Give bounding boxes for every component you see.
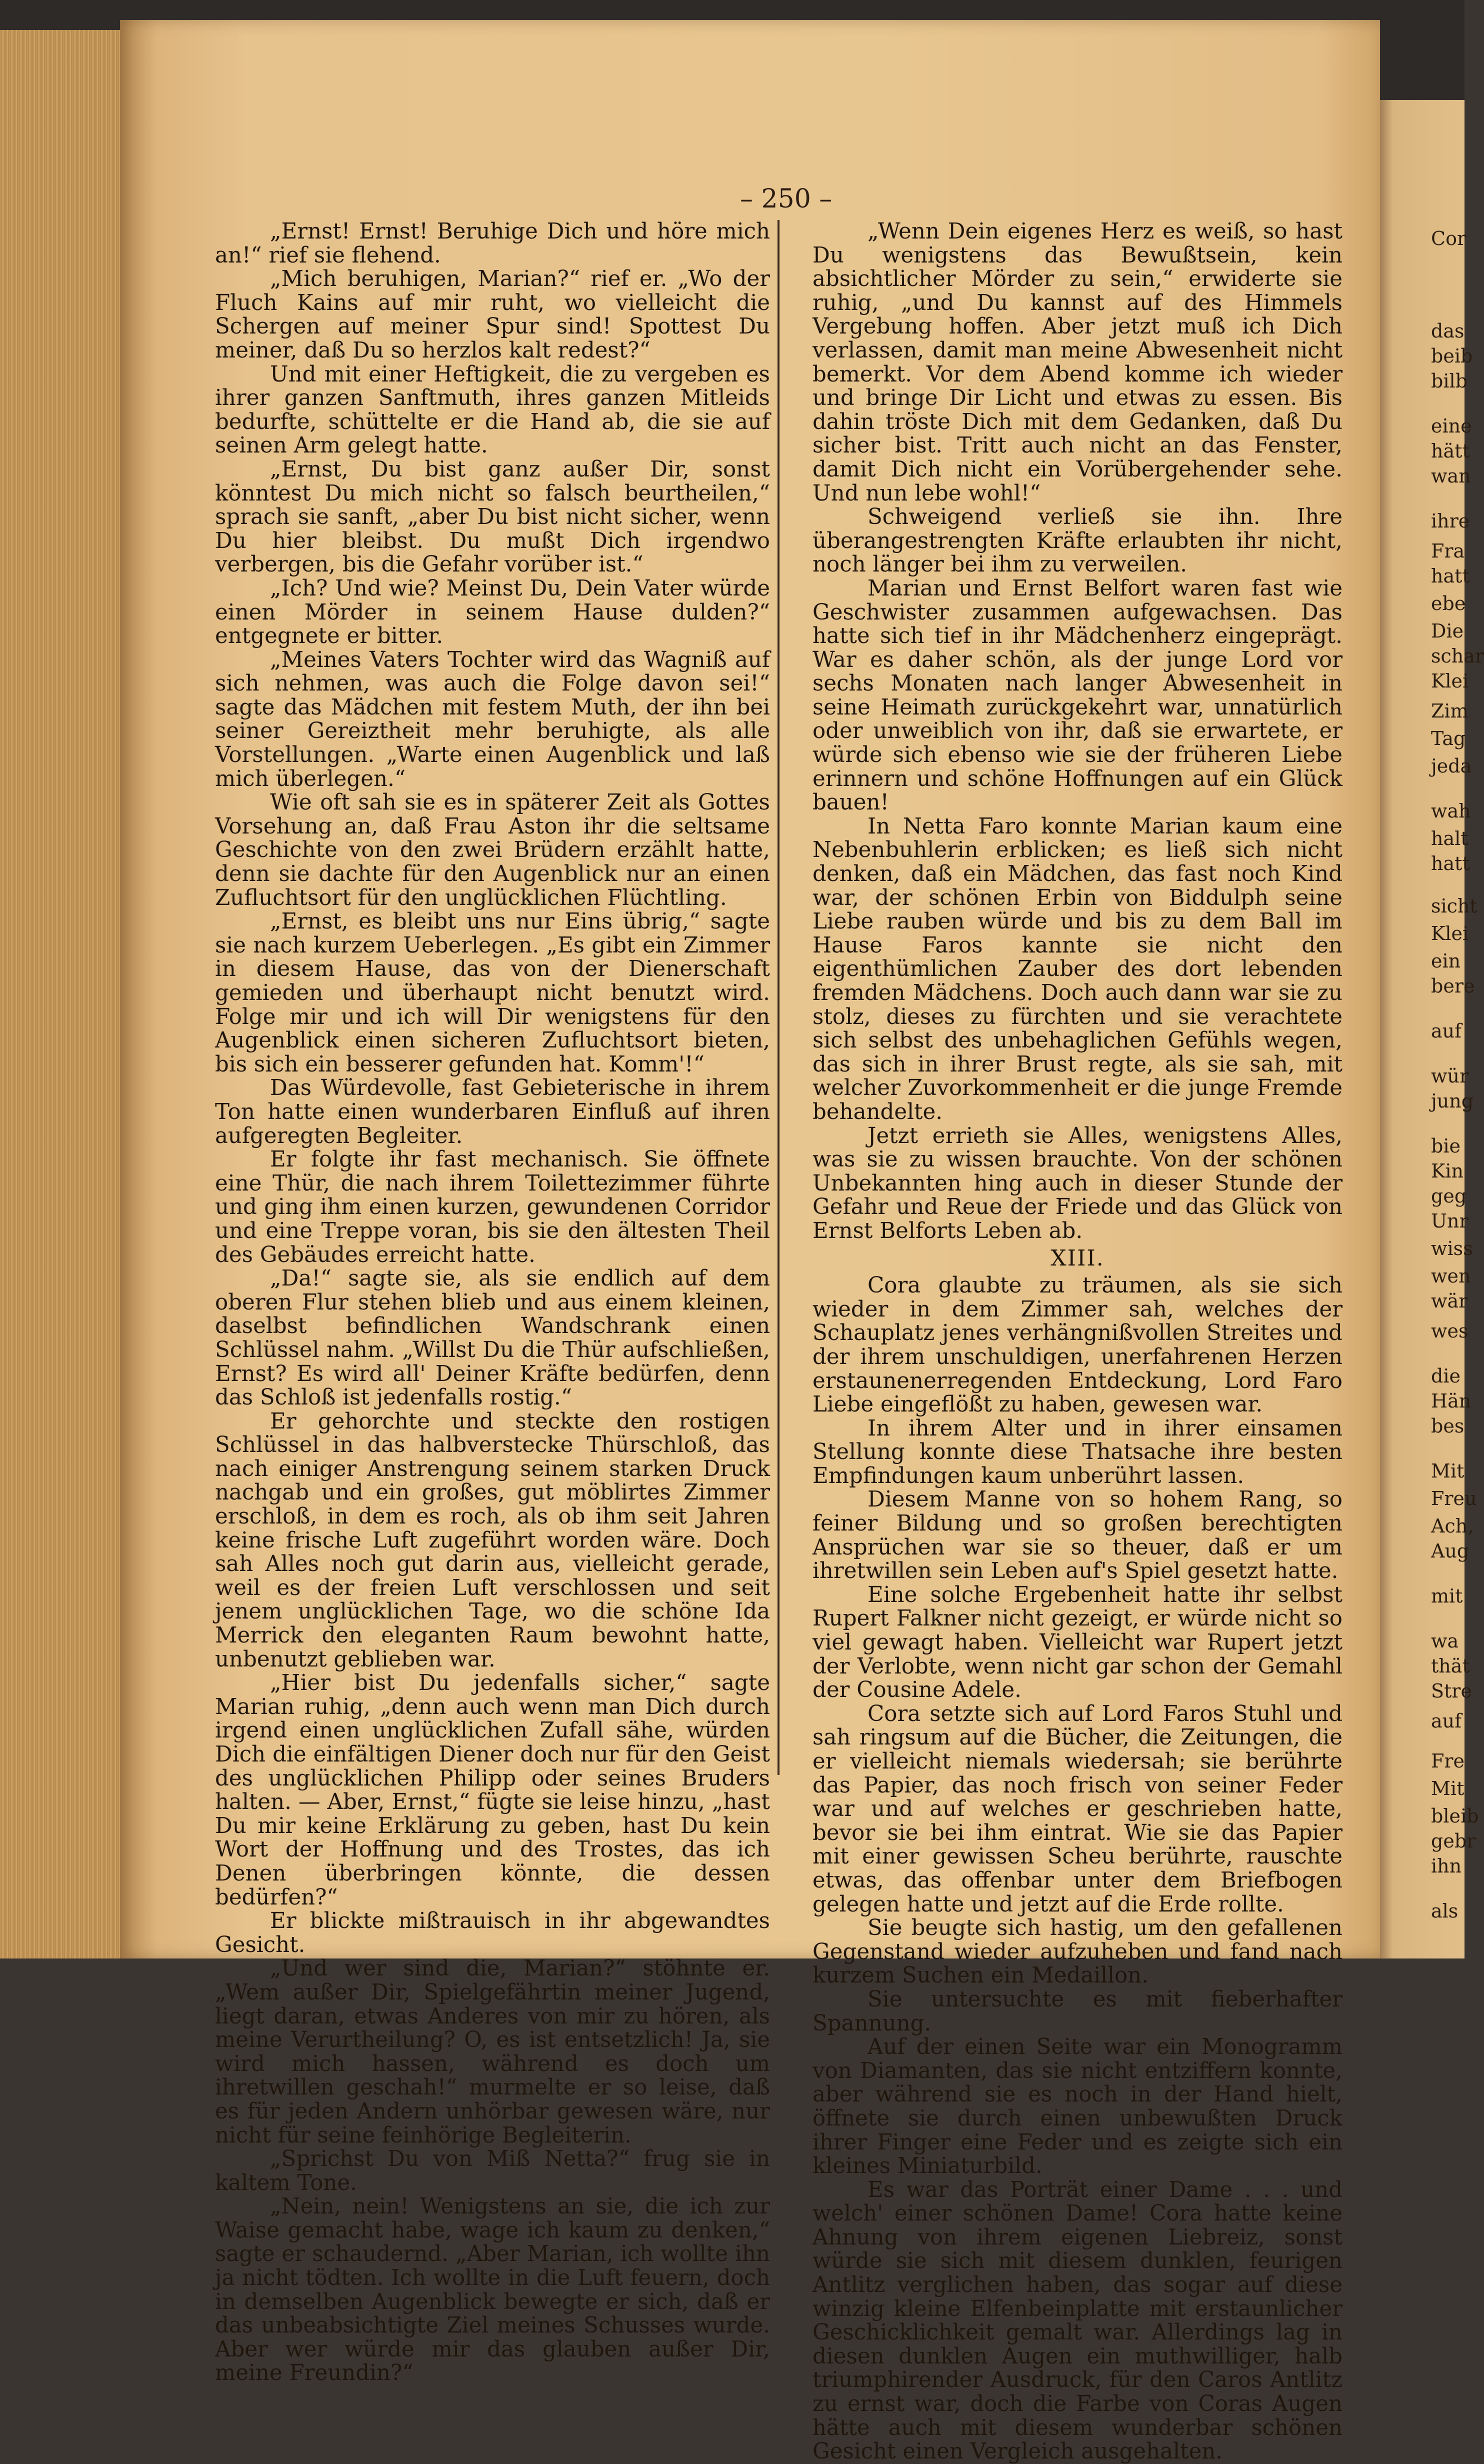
next-page-fragment: als bbox=[1431, 1900, 1458, 1922]
next-page-fragment: Stre bbox=[1431, 1680, 1472, 1702]
next-page-fragment: gebr bbox=[1431, 1830, 1476, 1852]
next-page-fragment: schar bbox=[1431, 645, 1484, 667]
next-page-fragment: wen bbox=[1431, 1265, 1471, 1287]
page-number: – 250 – bbox=[740, 184, 832, 214]
paragraph: „Nein, nein! Wenigstens an sie, die ich zur Waise gemacht habe, wage ich kaum zu denken,“ sagte er schaudernd. „Aber Marian, ich wollte ihn ja nicht tödten. Ich wollte in die Luft feuern, doch in demselben Augenblick bewegte er sich, daß er das unbeabsichtigte Ziel meines Schusses wurde. Aber wer würde mir das glauben außer Dir, meine Freundin?“ bbox=[215, 2194, 770, 2386]
next-page-fragment: halt bbox=[1431, 828, 1468, 850]
next-page-fragment: wan bbox=[1431, 465, 1471, 487]
next-page-fragment: wa bbox=[1431, 1630, 1459, 1652]
next-page-fragment: Mit bbox=[1431, 1460, 1464, 1482]
next-page-fragment: thät bbox=[1431, 1655, 1470, 1677]
paragraph: Wie oft sah sie es in späterer Zeit als Gottes Vorsehung an, daß Frau Aston ihr die seltsame Geschichte von den zwei Brüdern erzählt hatte, denn sie dachte für den Augenblick nur an einen Zufluchtsort für den unglücklichen Flüchtling. bbox=[215, 790, 770, 910]
paragraph: „Und wer sind die, Marian?“ stöhnte er. „Wem außer Dir, Spielgefährtin meiner Jugend, liegt daran, etwas Anderes von mir zu hören, als meine Verurtheilung? O, es ist entsetzlich! Ja, sie wird mich hassen, während es doch um ihretwillen geschah!“ murmelte er so leise, daß es für jeden Andern unhörbar gewesen wäre, nur nicht für seine feinhörige Begleiterin. bbox=[215, 1956, 770, 2148]
next-page-fragment: Hän bbox=[1431, 1390, 1472, 1412]
next-page-fragment: auf bbox=[1431, 1710, 1462, 1732]
paragraph: „Mich beruhigen, Marian?“ rief er. „Wo der Fluch Kains auf mir ruht, wo vielleicht die Schergen auf meiner Spur sind! Spottest Du meiner, daß Du so herzlos kalt redest?“ bbox=[215, 266, 770, 363]
paragraph: „Ernst! Ernst! Beruhige Dich und höre mich an!“ rief sie flehend. bbox=[215, 219, 770, 268]
paragraph: In Netta Faro konnte Marian kaum eine Nebenbuhlerin erblicken; es ließ sich nicht denken, daß ein Mädchen, das fast noch Kind war, der schönen Erbin von Biddulph seine Liebe rauben würde und bis zu dem Ball im Hause Faros kannte sie nicht den eigenthümlichen Zauber des dort lebenden fremden Mädchens. Doch auch dann war sie zu stolz, dieses zu fürchten und sie verachtete sich selbst des unbehaglichen Gefühls wegen, das sich in ihrer Brust regte, als sie sah, mit welcher Zuvorkommenheit er die junge Fremde behandelte. bbox=[812, 814, 1342, 1124]
paragraph: Marian und Ernst Belfort waren fast wie Geschwister zusammen aufgewachsen. Das hatte sich tief in ihr Mädchenherz eingeprägt. War es daher schön, als der junge Lord vor sechs Monaten nach langer Abwesenheit in seine Heimath zurückgekehrt war, unnatürlich oder unweiblich von ihr, daß sie erwartete, er würde sich ebenso wie sie der früheren Liebe erinnern und schöne Hoffnungen auf ein Glück bauen! bbox=[812, 576, 1342, 816]
next-page-fragment: wür bbox=[1431, 1065, 1469, 1087]
next-page-fragment: Fra bbox=[1431, 540, 1465, 562]
left-column bbox=[215, 220, 770, 2386]
right-column-part1 bbox=[812, 220, 1342, 1244]
next-page-fragment: bes bbox=[1431, 1415, 1464, 1437]
next-page-fragment: wär bbox=[1431, 1290, 1468, 1312]
next-page-fragment: Aug bbox=[1431, 1540, 1470, 1562]
chapter-heading: XIII. bbox=[1050, 1245, 1104, 1271]
next-page-fragment: jung bbox=[1431, 1090, 1474, 1112]
next-page-fragment: Freu bbox=[1431, 1488, 1477, 1510]
next-page-fragment: Klei bbox=[1431, 670, 1469, 692]
paragraph: Cora setzte sich auf Lord Faros Stuhl und sah ringsum auf die Bücher, die Zeitungen, die er vielleicht niemals wiedersah; sie berührte das Papier, das noch frisch von seiner Feder war und auf welches er geschrieben hatte, bevor sie bei ihm eintrat. Wie sie das Papier mit einer gewissen Scheu berührte, rauschte etwas, das offenbar unter dem Briefbogen gelegen hatte und jetzt auf die Erde rollte. bbox=[812, 1701, 1342, 1917]
paragraph: „Da!“ sagte sie, als sie endlich auf dem oberen Flur stehen blieb und aus einem kleinen, daselbst befindlichen Wandschrank einen Schlüssel nahm. „Willst Du die Thür aufschließen, Ernst? Es wird all' Deiner Kräfte bedürfen, denn das Schloß ist jedenfalls rostig.“ bbox=[215, 1266, 770, 1410]
next-page-fragment: wes bbox=[1431, 1320, 1468, 1342]
paragraph: „Ernst, es bleibt uns nur Eins übrig,“ sagte sie nach kurzem Ueberlegen. „Es gibt ein Zimmer in diesem Hause, das von der Dienerschaft gemieden und überhaupt nicht benutzt wird. Folge mir und ich will Dir wenigstens für den Augenblick einen sicheren Zufluchtsort bieten, bis sich ein besserer gefunden hat. Komm'!“ bbox=[215, 909, 770, 1077]
next-page-fragment: bere bbox=[1431, 975, 1475, 997]
paragraph: Schweigend verließ sie ihn. Ihre überangestrengten Kräfte erlaubten ihr nicht, noch länger bei ihm zu verweilen. bbox=[812, 504, 1342, 578]
paragraph: Sie beugte sich hastig, um den gefallenen Gegenstand wieder aufzuheben und fand nach kurzem Suchen ein Medaillon. bbox=[812, 1916, 1342, 1988]
next-page-fragment: ihre bbox=[1431, 510, 1470, 532]
next-page-fragment: Klei bbox=[1431, 922, 1469, 944]
paragraph: „Sprichst Du von Miß Netta?“ frug sie in kaltem Tone. bbox=[215, 2146, 770, 2196]
next-page-fragment: mit bbox=[1431, 1585, 1463, 1607]
paragraph: Das Würdevolle, fast Gebieterische in ihrem Ton hatte einen wunderbaren Einfluß auf ihren aufgeregten Begleiter. bbox=[215, 1076, 770, 1148]
next-page-fragment: hätt bbox=[1431, 440, 1470, 462]
next-page-fragment: hatt bbox=[1431, 565, 1470, 587]
paragraph: „Hier bist Du jedenfalls sicher,“ sagte Marian ruhig, „denn auch wenn man Dich durch irgend einen unglücklichen Zufall sähe, würden Dich die einfältigen Diener doch nur für den Geist des unglücklichen Philipp oder seines Bruders halten. — Aber, Ernst,“ fügte sie leise hinzu, „hast Du mir keine Erklärung zu geben, hast Du kein Wort der Hoffnung und des Trostes, das ich Denen überbringen könnte, die dessen bedürfen?“ bbox=[215, 1670, 770, 1910]
next-page-fragment: beib bbox=[1431, 345, 1473, 367]
next-page-fragment: die bbox=[1431, 1365, 1460, 1387]
paragraph: Auf der einen Seite war ein Monogramm von Diamanten, das sie nicht entziffern konnte, aber während sie es noch in der Hand hielt, öffnete sie durch einen unbewußten Druck ihrer Finger eine Feder und es zeigte sich ein kleines Miniaturbild. bbox=[812, 2034, 1342, 2179]
next-page-fragment: auf bbox=[1431, 1020, 1462, 1042]
next-page-fragment: ein bbox=[1431, 950, 1461, 972]
next-page-fragment: bie bbox=[1431, 1135, 1460, 1157]
paragraph: Und mit einer Heftigkeit, die zu vergeben es ihrer ganzen Sanftmuth, ihres ganzen Mitleids bedurfte, schüttelte er die Hand ab, die sie auf seinen Arm gelegt hatte. bbox=[215, 362, 770, 458]
paragraph: In ihrem Alter und in ihrer einsamen Stellung konnte diese Thatsache ihre besten Empfindungen kaum unberührt lassen. bbox=[812, 1416, 1342, 1488]
next-page-fragment: Cor bbox=[1431, 228, 1466, 250]
next-page-fragment: Tag bbox=[1431, 728, 1466, 750]
next-page-fragment: Mit bbox=[1431, 1778, 1464, 1800]
next-page-fragment: wiss bbox=[1431, 1238, 1473, 1260]
paragraph: Eine solche Ergebenheit hatte ihr selbst Rupert Falkner nicht gezeigt, er würde nicht so viel gewagt haben. Vielleicht war Rupert jetzt der Verlobte, wenn nicht gar schon der Gemahl der Cousine Adele. bbox=[812, 1582, 1342, 1703]
paragraph: Diesem Manne von so hohem Rang, so feiner Bildung und so großen berechtigten Ansprüchen war sie so theuer, daß er um ihretwillen sein Leben auf's Spiel gesetzt hatte. bbox=[812, 1487, 1342, 1584]
next-page-fragment: wah bbox=[1431, 800, 1471, 822]
next-page-fragment: hatt bbox=[1431, 852, 1470, 874]
next-page-fragment: ebe bbox=[1431, 592, 1466, 614]
next-page-fragment: geg bbox=[1431, 1185, 1467, 1207]
next-page-fragment: bilb bbox=[1431, 370, 1468, 392]
paragraph: „Meines Vaters Tochter wird das Wagniß auf sich nehmen, was auch die Folge davon sei!“ sagte das Mädchen mit festem Muth, der ihn bei seiner Gereiztheit mehr beruhigte, als alle Vorstellungen. „Warte einen Augenblick und laß mich überlegen.“ bbox=[215, 647, 770, 792]
right-column bbox=[812, 220, 1342, 2464]
next-page-fragment: das bbox=[1431, 320, 1464, 342]
next-page-fragment: eine bbox=[1431, 415, 1472, 437]
next-page-fragment: sicht bbox=[1431, 895, 1478, 917]
paragraph: „Wenn Dein eigenes Herz es weiß, so hast Du wenigstens das Bewußtsein, kein absichtlicher Mörder zu sein,“ erwiderte sie ruhig, „und Du kannst auf des Himmels Vergebung hoffen. Aber jetzt muß ich Dich verlassen, damit man meine Abwesenheit nicht bemerkt. Vor dem Abend komme ich wieder und bringe Dir Licht und etwas zu essen. Bis dahin tröste Dich mit dem Gedanken, daß Du sicher bist. Tritt auch nicht an das Fenster, damit Dich nicht ein Vorübergehender sehe. Und nun lebe wohl!“ bbox=[812, 219, 1342, 506]
next-page-fragment: ihn bbox=[1431, 1855, 1462, 1877]
paragraph: „Ernst, Du bist ganz außer Dir, sonst könntest Du mich nicht so falsch beurtheilen,“ sprach sie sanft, „aber Du bist nicht sicher, wenn Du hier bleibst. Du mußt Dich irgendwo verbergen, bis die Gefahr vorüber ist.“ bbox=[215, 456, 770, 578]
next-page-fragment: Kin bbox=[1431, 1160, 1464, 1182]
paragraph: Cora glaubte zu träumen, als sie sich wieder in dem Zimmer sah, welches der Schauplatz jenes verhängnißvollen Streites und der ihrem unschuldigen, unerfahrenen Herzen erstaunenerregenden Entdeckung, Lord Faro Liebe eingeflößt zu haben, gewesen war. bbox=[812, 1273, 1342, 1418]
paragraph: Er blickte mißtrauisch in ihr abgewandtes Gesicht. bbox=[215, 1908, 770, 1958]
next-page-fragment: jeda bbox=[1431, 755, 1472, 777]
next-page-fragment: Zim bbox=[1431, 700, 1468, 722]
paragraph: Er folgte ihr fast mechanisch. Sie öffnete eine Thür, die nach ihrem Toilettezimmer führte und ging ihm einen kurzen, gewundenen Corridor und eine Treppe voran, bis sie den ältesten Theil des Gebäudes erreicht hatte. bbox=[215, 1147, 770, 1268]
page-edges bbox=[0, 30, 125, 1958]
next-page-fragment: Fre bbox=[1431, 1750, 1465, 1772]
next-page-fragment: bleib bbox=[1431, 1805, 1479, 1827]
paragraph: Es war das Porträt einer Dame . . . und welch' einer schönen Dame! Cora hatte keine Ahnung von ihrem eigenen Liebreiz, sonst würde sie sich mit diesem dunklen, feurigen Antlitz verglichen haben, das sogar auf diese winzig kleine Elfenbeinplatte mit erstaunlicher Geschicklichkeit gemalt war. Allerdings lag in diesen dunklen Augen ein muthwilliger, halb triumphirender Ausdruck, für den Caros Antlitz zu ernst war, doch die Farbe von Coras Augen hätte auch mit diesem wunderbar schönen Gesicht einen Vergleich ausgehalten. bbox=[812, 2177, 1342, 2464]
paragraph: Er gehorchte und steckte den rostigen Schlüssel in das halbverstecke Thürschloß, das nach einiger Anstrengung seinem starken Druck nachgab und ein großes, gut möblirtes Zimmer erschloß, in dem es roch, als ob ihm seit Jahren keine frische Luft zugeführt worden wäre. Doch sah Alles noch gut darin aus, vielleicht gerade, weil es der freien Luft verschlossen und seit jenem unglücklichen Tage, wo die schöne Ida Merrick den eleganten Raum bewohnt hatte, unbenutzt geblieben war. bbox=[215, 1408, 770, 1672]
next-page-fragment: Unr bbox=[1431, 1210, 1468, 1232]
paragraph: Sie untersuchte es mit fieberhafter Spannung. bbox=[812, 1986, 1342, 2036]
right-column-part2 bbox=[812, 1274, 1342, 2464]
next-page-fragment: Ach, bbox=[1431, 1515, 1474, 1537]
column-divider bbox=[778, 220, 780, 1775]
paragraph: „Ich? Und wie? Meinst Du, Dein Vater würde einen Mörder in seinem Hause dulden?“ entgegnete er bitter. bbox=[215, 576, 770, 649]
next-page-fragment: Die bbox=[1431, 620, 1464, 642]
paragraph: Jetzt errieth sie Alles, wenigstens Alles, was sie zu wissen brauchte. Von der schönen Unbekannten hing auch in dieser Stunde der Gefahr und Reue der Friede und das Glück von Ernst Belforts Leben ab. bbox=[812, 1123, 1342, 1244]
